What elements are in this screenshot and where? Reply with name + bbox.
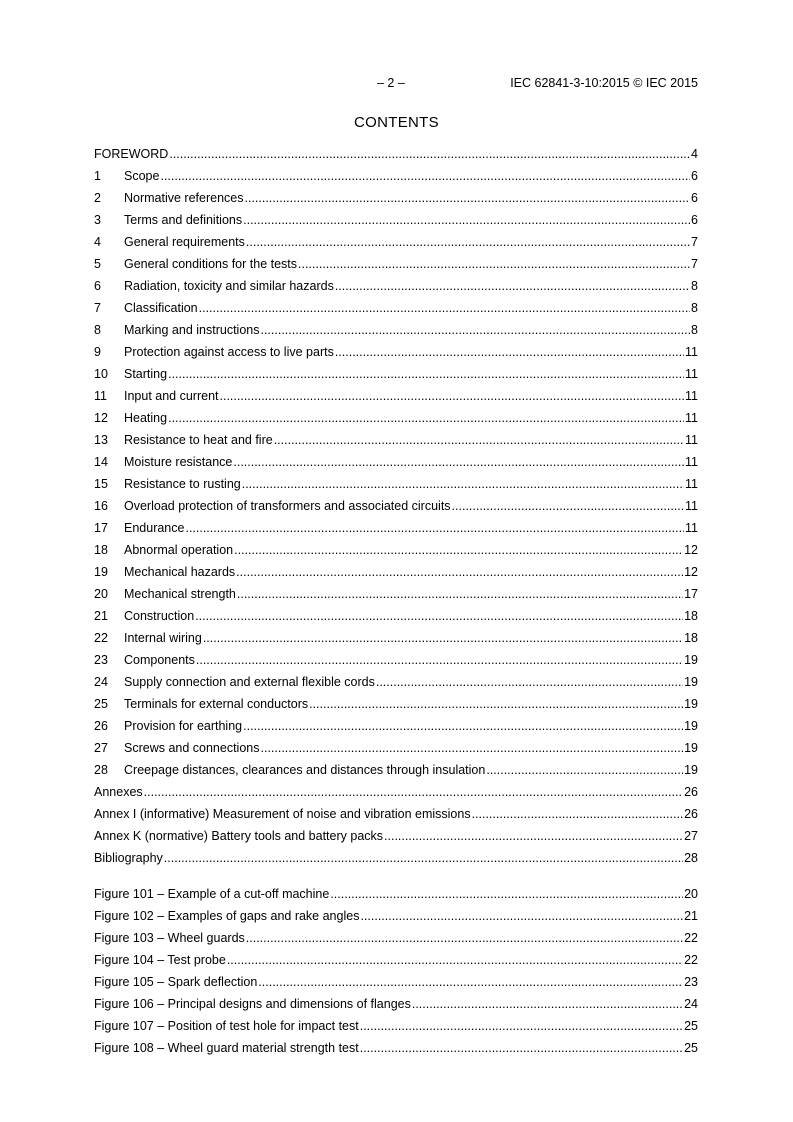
toc-entry-number: 27 <box>94 741 108 755</box>
figure-entry-label: Figure 108 – Wheel guard material strength test <box>94 1041 359 1055</box>
toc-entry-number: 9 <box>94 345 101 359</box>
toc-entry-label: Annexes <box>94 785 143 799</box>
toc-entry-number: 26 <box>94 719 108 733</box>
dot-leader <box>169 143 690 165</box>
toc-entry-page: 8 <box>691 301 698 315</box>
toc-entry-label: Terminals for external conductors <box>124 697 309 711</box>
toc-entry[interactable] <box>94 825 698 847</box>
figure-entry[interactable] <box>94 927 698 949</box>
toc-entry[interactable] <box>94 275 698 297</box>
dot-leader <box>242 473 684 495</box>
toc-entry-number: 1 <box>94 169 101 183</box>
toc-entry[interactable] <box>94 209 698 231</box>
toc-entry[interactable] <box>94 715 698 737</box>
toc-entry-label: Protection against access to live parts <box>124 345 334 359</box>
dot-leader <box>274 429 684 451</box>
toc-entry-label: Components <box>124 653 195 667</box>
toc-entry[interactable] <box>94 297 698 319</box>
toc-entry-page: 19 <box>684 653 698 667</box>
toc-entry[interactable] <box>94 187 698 209</box>
dot-leader <box>220 385 685 407</box>
dot-leader <box>164 847 683 869</box>
figure-entry[interactable] <box>94 949 698 971</box>
table-of-contents <box>94 143 698 869</box>
toc-entry-page: 11 <box>685 477 698 491</box>
toc-entry-page: 8 <box>691 279 698 293</box>
toc-entry-number: 24 <box>94 675 108 689</box>
figure-entry-page: 22 <box>684 931 698 945</box>
figure-entry-page: 25 <box>684 1019 698 1033</box>
toc-entry[interactable] <box>94 539 698 561</box>
toc-entry-label: Endurance <box>124 521 185 535</box>
toc-entry-label: General requirements <box>124 235 245 249</box>
toc-entry-label: Abnormal operation <box>124 543 234 557</box>
toc-entry-page: 12 <box>684 565 698 579</box>
toc-entry-label: Resistance to heat and fire <box>124 433 273 447</box>
toc-entry-page: 26 <box>684 807 698 821</box>
toc-entry-label: Moisture resistance <box>124 455 233 469</box>
toc-entry-label: Creepage distances, clearances and distances through insulation <box>124 763 486 777</box>
dot-leader <box>196 649 683 671</box>
figure-entry[interactable] <box>94 905 698 927</box>
toc-entry-page: 12 <box>684 543 698 557</box>
toc-entry-page: 11 <box>685 389 698 403</box>
dot-leader <box>245 187 691 209</box>
dot-leader <box>246 231 690 253</box>
figure-entry[interactable] <box>94 1015 698 1037</box>
toc-entry-page: 11 <box>685 455 698 469</box>
toc-entry-label: Supply connection and external flexible cords <box>124 675 375 689</box>
figure-entry-label: Figure 104 – Test probe <box>94 953 226 967</box>
toc-entry[interactable] <box>94 473 698 495</box>
toc-entry-number: 18 <box>94 543 108 557</box>
toc-entry-page: 11 <box>685 411 698 425</box>
toc-entry-number: 11 <box>94 389 107 403</box>
toc-entry-page: 11 <box>685 367 698 381</box>
toc-entry-page: 19 <box>684 763 698 777</box>
toc-entry-label: Annex K (normative) Battery tools and battery packs <box>94 829 384 843</box>
toc-entry-page: 7 <box>691 257 698 271</box>
toc-entry-label: Radiation, toxicity and similar hazards <box>124 279 334 293</box>
toc-entry-page: 8 <box>691 323 698 337</box>
toc-entry-label: FOREWORD <box>94 147 169 161</box>
dot-leader <box>335 275 690 297</box>
toc-entry-label: Starting <box>124 367 168 381</box>
toc-entry-label: Terms and definitions <box>124 213 243 227</box>
page-number: – 2 – <box>377 76 405 90</box>
toc-entry-label: Marking and instructions <box>124 323 260 337</box>
dot-leader <box>360 1037 683 1059</box>
toc-entry-page: 27 <box>684 829 698 843</box>
toc-entry[interactable] <box>94 517 698 539</box>
toc-entry-number: 5 <box>94 257 101 271</box>
toc-entry-number: 15 <box>94 477 108 491</box>
toc-entry-number: 20 <box>94 587 108 601</box>
toc-entry-label: Input and current <box>124 389 219 403</box>
toc-entry-label: Provision for earthing <box>124 719 243 733</box>
toc-entry-label: Construction <box>124 609 195 623</box>
figure-entry[interactable] <box>94 971 698 993</box>
dot-leader <box>227 949 683 971</box>
dot-leader <box>298 253 690 275</box>
toc-entry-number: 21 <box>94 609 108 623</box>
toc-entry[interactable] <box>94 561 698 583</box>
toc-entry-page: 18 <box>684 631 698 645</box>
toc-entry-label: Annex I (informative) Measurement of noise and vibration emissions <box>94 807 471 821</box>
figure-entry-page: 23 <box>684 975 698 989</box>
toc-entry-page: 19 <box>684 697 698 711</box>
toc-entry-label: Classification <box>124 301 198 315</box>
toc-entry-page: 11 <box>685 345 698 359</box>
toc-entry-number: 13 <box>94 433 108 447</box>
toc-entry-page: 11 <box>685 521 698 535</box>
toc-entry-number: 12 <box>94 411 108 425</box>
dot-leader <box>258 971 683 993</box>
toc-entry-page: 11 <box>685 499 698 513</box>
toc-entry-number: 16 <box>94 499 108 513</box>
toc-entry[interactable] <box>94 319 698 341</box>
toc-entry[interactable] <box>94 693 698 715</box>
toc-entry[interactable] <box>94 341 698 363</box>
list-of-figures <box>94 883 698 1059</box>
toc-entry-number: 6 <box>94 279 101 293</box>
figure-entry[interactable] <box>94 993 698 1015</box>
contents-title: CONTENTS <box>354 114 439 131</box>
dot-leader <box>195 605 683 627</box>
toc-entry[interactable] <box>94 165 698 187</box>
toc-entry-number: 25 <box>94 697 108 711</box>
dot-leader <box>237 583 683 605</box>
toc-entry-page: 19 <box>684 719 698 733</box>
toc-entry[interactable] <box>94 143 698 165</box>
toc-entry-page: 28 <box>684 851 698 865</box>
toc-entry-page: 17 <box>684 587 698 601</box>
toc-entry-number: 22 <box>94 631 108 645</box>
toc-entry-label: Normative references <box>124 191 244 205</box>
figure-entry-label: Figure 101 – Example of a cut-off machine <box>94 887 330 901</box>
toc-entry[interactable] <box>94 231 698 253</box>
toc-entry[interactable] <box>94 363 698 385</box>
toc-entry-label: Internal wiring <box>124 631 202 645</box>
figure-entry-label: Figure 102 – Examples of gaps and rake angles <box>94 909 360 923</box>
toc-entry-number: 2 <box>94 191 101 205</box>
toc-entry-page: 7 <box>691 235 698 249</box>
dot-leader <box>452 495 684 517</box>
dot-leader <box>384 825 683 847</box>
toc-entry-page: 4 <box>691 147 698 161</box>
toc-entry-number: 4 <box>94 235 101 249</box>
figure-entry-page: 22 <box>684 953 698 967</box>
dot-leader <box>335 341 684 363</box>
figure-entry-label: Figure 105 – Spark deflection <box>94 975 258 989</box>
figure-entry-page: 20 <box>684 887 698 901</box>
figure-entry[interactable] <box>94 883 698 905</box>
toc-entry[interactable] <box>94 803 698 825</box>
dot-leader <box>309 693 683 715</box>
toc-entry-number: 28 <box>94 763 108 777</box>
figure-entry-page: 21 <box>684 909 698 923</box>
dot-leader <box>243 209 690 231</box>
dot-leader <box>472 803 684 825</box>
dot-leader <box>160 165 690 187</box>
dot-leader <box>243 715 683 737</box>
toc-entry-page: 6 <box>691 169 698 183</box>
toc-entry-number: 14 <box>94 455 108 469</box>
toc-entry-label: Overload protection of transformers and associated circuits <box>124 499 451 513</box>
toc-entry-number: 17 <box>94 521 108 535</box>
toc-entry[interactable] <box>94 759 698 781</box>
toc-entry-number: 10 <box>94 367 108 381</box>
dot-leader <box>246 927 683 949</box>
toc-entry[interactable] <box>94 627 698 649</box>
toc-entry-page: 6 <box>691 191 698 205</box>
toc-entry[interactable] <box>94 781 698 803</box>
dot-leader <box>260 319 690 341</box>
toc-entry[interactable] <box>94 495 698 517</box>
toc-entry-page: 6 <box>691 213 698 227</box>
toc-entry-label: Bibliography <box>94 851 163 865</box>
dot-leader <box>199 297 690 319</box>
dot-leader <box>330 883 683 905</box>
dot-leader <box>376 671 683 693</box>
toc-entry[interactable] <box>94 649 698 671</box>
dot-leader <box>486 759 683 781</box>
toc-entry-number: 3 <box>94 213 101 227</box>
toc-entry[interactable] <box>94 429 698 451</box>
toc-entry-number: 23 <box>94 653 108 667</box>
figure-entry[interactable] <box>94 1037 698 1059</box>
figure-entry-label: Figure 107 – Position of test hole for impact test <box>94 1019 359 1033</box>
dot-leader <box>168 363 684 385</box>
toc-entry-number: 19 <box>94 565 108 579</box>
toc-entry-label: General conditions for the tests <box>124 257 298 271</box>
toc-entry[interactable] <box>94 451 698 473</box>
toc-entry[interactable] <box>94 847 698 869</box>
toc-entry-label: Mechanical strength <box>124 587 236 601</box>
dot-leader <box>203 627 683 649</box>
toc-entry-page: 18 <box>684 609 698 623</box>
figure-entry-page: 25 <box>684 1041 698 1055</box>
toc-entry-page: 19 <box>684 675 698 689</box>
standard-reference: IEC 62841-3-10:2015 © IEC 2015 <box>510 76 698 90</box>
toc-entry-number: 8 <box>94 323 101 337</box>
toc-entry-page: 11 <box>685 433 698 447</box>
toc-entry[interactable] <box>94 737 698 759</box>
toc-entry-label: Mechanical hazards <box>124 565 236 579</box>
toc-entry-label: Screws and connections <box>124 741 260 755</box>
toc-entry-page: 19 <box>684 741 698 755</box>
dot-leader <box>233 451 684 473</box>
figure-entry-page: 24 <box>684 997 698 1011</box>
dot-leader <box>412 993 683 1015</box>
toc-entry-label: Scope <box>124 169 160 183</box>
toc-entry[interactable] <box>94 253 698 275</box>
figure-entry-label: Figure 106 – Principal designs and dimensions of flanges <box>94 997 411 1011</box>
dot-leader <box>234 539 683 561</box>
dot-leader <box>360 905 683 927</box>
dot-leader <box>168 407 684 429</box>
toc-entry-label: Heating <box>124 411 168 425</box>
toc-entry[interactable] <box>94 385 698 407</box>
dot-leader <box>261 737 684 759</box>
toc-entry[interactable] <box>94 671 698 693</box>
toc-entry[interactable] <box>94 407 698 429</box>
toc-entry-page: 26 <box>684 785 698 799</box>
toc-entry[interactable] <box>94 605 698 627</box>
figure-entry-label: Figure 103 – Wheel guards <box>94 931 245 945</box>
toc-entry[interactable] <box>94 583 698 605</box>
dot-leader <box>144 781 683 803</box>
dot-leader <box>236 561 683 583</box>
dot-leader <box>185 517 684 539</box>
toc-entry-number: 7 <box>94 301 101 315</box>
toc-entry-label: Resistance to rusting <box>124 477 241 491</box>
dot-leader <box>360 1015 683 1037</box>
